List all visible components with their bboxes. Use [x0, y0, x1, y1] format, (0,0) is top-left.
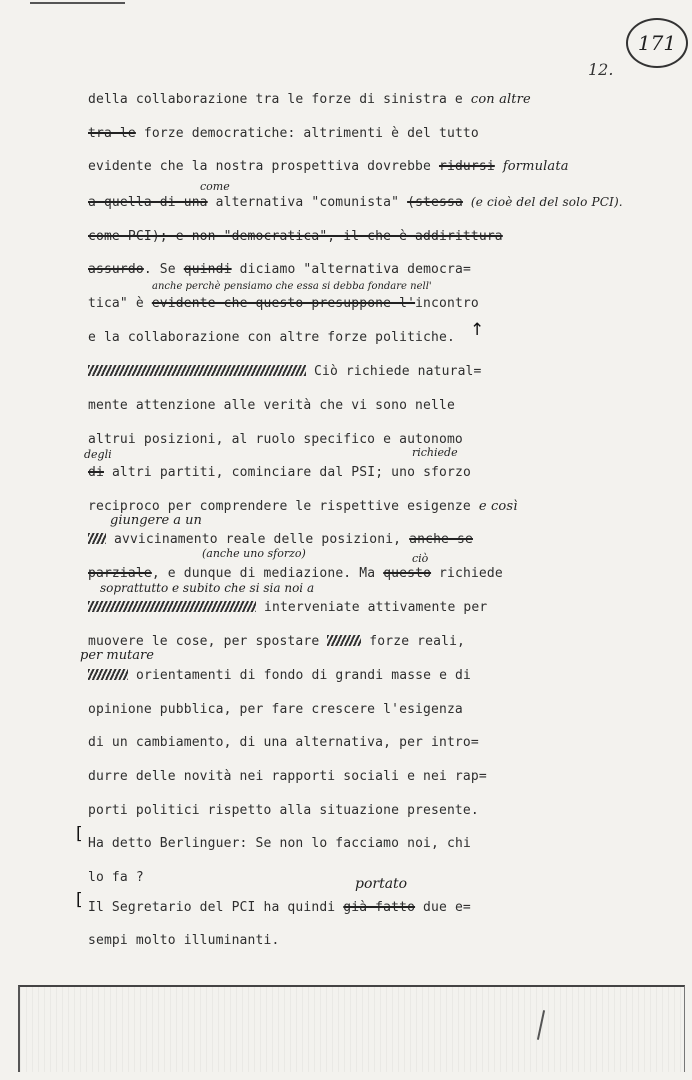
typed-text: incontro [415, 296, 479, 311]
struck-text: già fatto [343, 900, 416, 915]
struck-text: questo [383, 566, 432, 581]
handwritten-above: portato [355, 876, 408, 892]
text-line-14 [88, 532, 473, 547]
typed-text: chi [446, 836, 471, 851]
typed-text: forze reali, [369, 634, 466, 649]
typed-text: evidente che la nostra prospettiva dovrebbe [88, 159, 431, 174]
text-line-20 [88, 735, 479, 750]
typed-text: due e= [423, 900, 471, 915]
scribbled-out-text [88, 365, 306, 376]
text-line-13 [88, 499, 518, 514]
text-line-1 [88, 92, 531, 107]
typed-text: lo fa ? [88, 870, 144, 885]
text-line-9 [88, 364, 482, 379]
typed-text: di un cambiamento, di una alternativa, per intro= [88, 735, 479, 750]
typed-text: alternativa "comunista" [215, 195, 400, 210]
handwritten-above: per mutare [80, 648, 154, 663]
text-line-15 [88, 566, 503, 581]
text-line-22 [88, 803, 479, 818]
typed-text: muovere le cose, per spostare [88, 634, 320, 649]
struck-text: parziale [88, 566, 152, 581]
top-edge-mark [30, 2, 125, 4]
text-line-10 [88, 398, 455, 413]
struck-text: come PCI); e non "democratica", il che è addirittura [88, 229, 503, 244]
text-line-5 [88, 229, 503, 244]
scribbled-out-text [88, 601, 256, 612]
handwritten-above: giungere a un [110, 513, 202, 528]
handwritten-above: (anche uno sforzo) [202, 547, 306, 560]
text-line-24 [88, 870, 144, 885]
typed-text: Il Segretario del PCI ha quindi [88, 900, 336, 915]
bottom-scan-edge [18, 985, 685, 1072]
archive-number-circle: 171 [626, 18, 688, 68]
typed-text: cominciare dal PSI; [231, 465, 384, 480]
text-line-11 [88, 432, 463, 447]
typed-text: Ciò richiede natural= [313, 364, 482, 379]
typed-text: orientamenti di fondo di grandi masse e di [135, 668, 472, 683]
typed-text: Ha detto Berlinguer: [88, 836, 248, 851]
text-line-12 [88, 465, 471, 480]
typed-text: richiede [439, 566, 503, 581]
typed-text: reciproco per comprendere le rispettive esigenze [88, 499, 471, 514]
typed-text: interveniate attivamente per [263, 600, 488, 615]
typed-text: altrui posizioni, al ruolo specifico e autonomo [88, 432, 463, 447]
struck-text: a quella di una [88, 195, 208, 210]
handwritten-insertion: formulata [502, 159, 569, 174]
scribbled-out-text [88, 533, 106, 544]
text-line-16 [88, 600, 487, 615]
text-line-21 [88, 769, 487, 784]
typed-text: Se non lo facciamo noi, [255, 836, 439, 851]
struck-text: di [88, 465, 104, 480]
text-line-18 [88, 668, 471, 683]
handwritten-insertion: con altre [470, 92, 531, 107]
typed-text: di mediazione. Ma [239, 566, 376, 581]
typed-text: sempi molto illuminanti. [88, 933, 280, 948]
open-bracket: [ [76, 890, 83, 910]
struck-text: anche se [409, 532, 473, 547]
typed-text: , e dunque [151, 566, 232, 581]
text-line-17 [88, 634, 465, 649]
page-number: 12. [588, 60, 614, 79]
struck-text: tra le [88, 126, 136, 141]
typed-text: forze democratiche: altrimenti è del tutto [143, 126, 479, 141]
struck-text: quindi [183, 262, 232, 277]
typed-text: della collaborazione tra le forze di sinistra e [88, 92, 463, 107]
scribbled-out-text [88, 669, 128, 680]
typed-text: diciamo "alternativa democra= [239, 262, 471, 277]
typed-text: altri partiti, [111, 465, 224, 480]
text-line-7 [88, 296, 479, 311]
typed-text: . Se [143, 262, 176, 277]
struck-text: (stessa [407, 195, 463, 210]
struck-text: assurdo [88, 262, 144, 277]
text-line-6 [88, 262, 471, 277]
handwritten-above: degli [84, 448, 112, 461]
struck-text: evidente che questo presuppone l' [151, 296, 416, 311]
handwritten-above: richiede [412, 446, 458, 459]
handwritten-above: anche perchè pensiamo che essa si debba fondare nell' [152, 281, 432, 292]
typed-text: mente attenzione alle verità che vi sono nelle [88, 398, 455, 413]
text-line-19 [88, 702, 463, 717]
text-line-2 [88, 126, 479, 141]
typed-text: durre delle novità nei rapporti sociali e nei rap= [88, 769, 487, 784]
typed-text: e la collaborazione con altre forze politiche. [88, 330, 455, 345]
handwritten-above: ciò [412, 552, 429, 565]
scribbled-out-text [327, 635, 361, 646]
text-line-26 [88, 933, 279, 948]
handwritten-above: come [200, 180, 230, 193]
typed-text: uno sforzo [391, 465, 471, 480]
handwritten-above: soprattutto e subito che si sia noi a [100, 581, 315, 595]
text-line-3 [88, 159, 569, 174]
typed-text: porti politici rispetto alla situazione presente. [88, 803, 479, 818]
typed-text: avvicinamento reale delle posizioni, [113, 532, 402, 547]
open-bracket: [ [76, 824, 83, 844]
handwritten-insertion: e così [478, 499, 518, 514]
text-line-4 [88, 195, 623, 210]
text-line-23 [88, 836, 471, 851]
struck-text: ridursi [438, 159, 495, 174]
text-line-8 [88, 330, 455, 345]
handwritten-insertion: (e cioè del del solo PCI). [470, 195, 623, 209]
text-line-25 [88, 900, 471, 915]
typed-text: opinione pubblica, per fare crescere l'esigenza [88, 702, 463, 717]
insertion-arrow: ↑ [470, 320, 485, 340]
typed-text: tica" è [88, 296, 144, 311]
